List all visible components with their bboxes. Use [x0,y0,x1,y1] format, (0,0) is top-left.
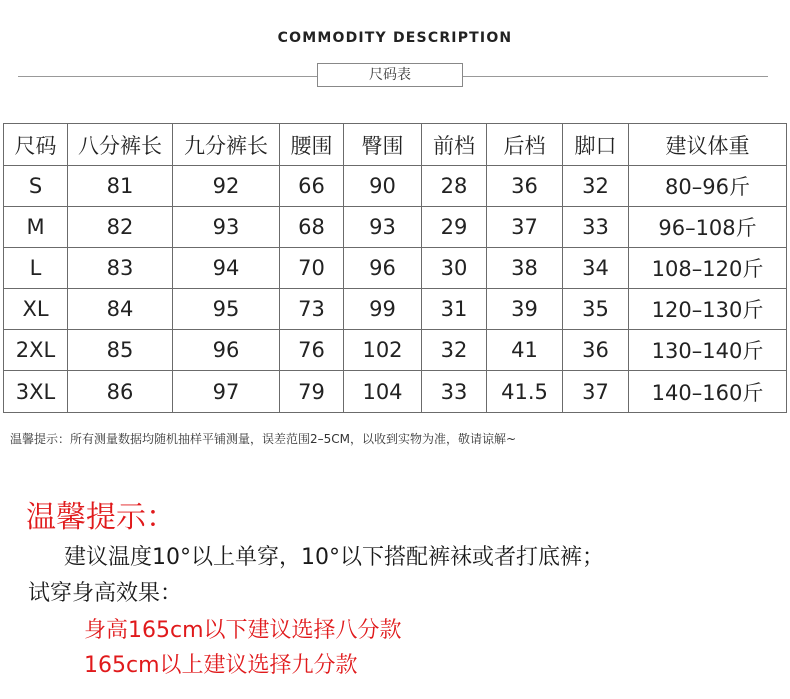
cell-weight: 120–130斤 [629,289,787,330]
height-effect-label: 试穿身高效果： [28,581,183,606]
tip-title: 温馨提示： [26,500,176,535]
table-row [4,166,787,207]
cell-ninth-length: 95 [173,289,280,330]
header-size: 尺码 [4,124,68,166]
cell-leg-opening: 35 [563,289,629,330]
cell-weight: 140–160斤 [629,371,787,413]
cell-size: XL [4,289,68,330]
cell-front-rise: 29 [422,207,487,248]
cell-hip: 93 [344,207,422,248]
cell-hip: 90 [344,166,422,207]
cell-front-rise: 33 [422,371,487,413]
header-eighth-length: 八分裤长 [68,124,173,166]
cell-waist: 73 [280,289,344,330]
measurement-note: 温馨提示：所有测量数据均随机抽样平铺测量，误差范围2–5CM，以收到实物为准，敬请谅解~ [10,432,517,446]
header-weight: 建议体重 [629,124,787,166]
cell-back-rise: 41.5 [487,371,563,413]
cell-weight: 130–140斤 [629,330,787,371]
section-heading: COMMODITY DESCRIPTION [277,30,513,46]
cell-back-rise: 41 [487,330,563,371]
cell-leg-opening: 37 [563,371,629,413]
table-header-row [4,124,787,166]
cell-eighth-length: 83 [68,248,173,289]
cell-size: L [4,248,68,289]
header-leg-opening: 脚口 [563,124,629,166]
cell-weight: 108–120斤 [629,248,787,289]
header-front-rise: 前档 [422,124,487,166]
header-waist: 腰围 [280,124,344,166]
cell-leg-opening: 33 [563,207,629,248]
temperature-advice: 建议温度10°以上单穿，10°以下搭配裤袜或者打底裤； [64,545,604,570]
cell-front-rise: 28 [422,166,487,207]
table-row [4,371,787,413]
cell-size: S [4,166,68,207]
cell-back-rise: 39 [487,289,563,330]
cell-leg-opening: 34 [563,248,629,289]
eighth-length-advice: 身高165cm以下建议选择八分款 [84,618,402,643]
size-chart-table [3,123,787,413]
header-back-rise: 后档 [487,124,563,166]
table-row [4,289,787,330]
cell-front-rise: 31 [422,289,487,330]
cell-size: 2XL [4,330,68,371]
cell-eighth-length: 82 [68,207,173,248]
cell-ninth-length: 92 [173,166,280,207]
cell-ninth-length: 93 [173,207,280,248]
cell-hip: 104 [344,371,422,413]
cell-hip: 102 [344,330,422,371]
cell-waist: 76 [280,330,344,371]
cell-eighth-length: 81 [68,166,173,207]
cell-eighth-length: 85 [68,330,173,371]
size-chart-label: 尺码表 [317,63,463,87]
cell-eighth-length: 84 [68,289,173,330]
header-hip: 臀围 [344,124,422,166]
cell-leg-opening: 32 [563,166,629,207]
cell-hip: 96 [344,248,422,289]
cell-hip: 99 [344,289,422,330]
cell-weight: 80–96斤 [629,166,787,207]
cell-front-rise: 32 [422,330,487,371]
cell-ninth-length: 96 [173,330,280,371]
cell-ninth-length: 97 [173,371,280,413]
cell-waist: 79 [280,371,344,413]
header-ninth-length: 九分裤长 [173,124,280,166]
cell-back-rise: 36 [487,166,563,207]
cell-front-rise: 30 [422,248,487,289]
cell-waist: 70 [280,248,344,289]
cell-size: 3XL [4,371,68,413]
table-row [4,207,787,248]
cell-waist: 66 [280,166,344,207]
table-row [4,248,787,289]
table-row [4,330,787,371]
cell-size: M [4,207,68,248]
cell-waist: 68 [280,207,344,248]
ninth-length-advice: 165cm以上建议选择九分款 [84,653,358,678]
cell-back-rise: 37 [487,207,563,248]
cell-weight: 96–108斤 [629,207,787,248]
cell-eighth-length: 86 [68,371,173,413]
cell-ninth-length: 94 [173,248,280,289]
cell-leg-opening: 36 [563,330,629,371]
cell-back-rise: 38 [487,248,563,289]
